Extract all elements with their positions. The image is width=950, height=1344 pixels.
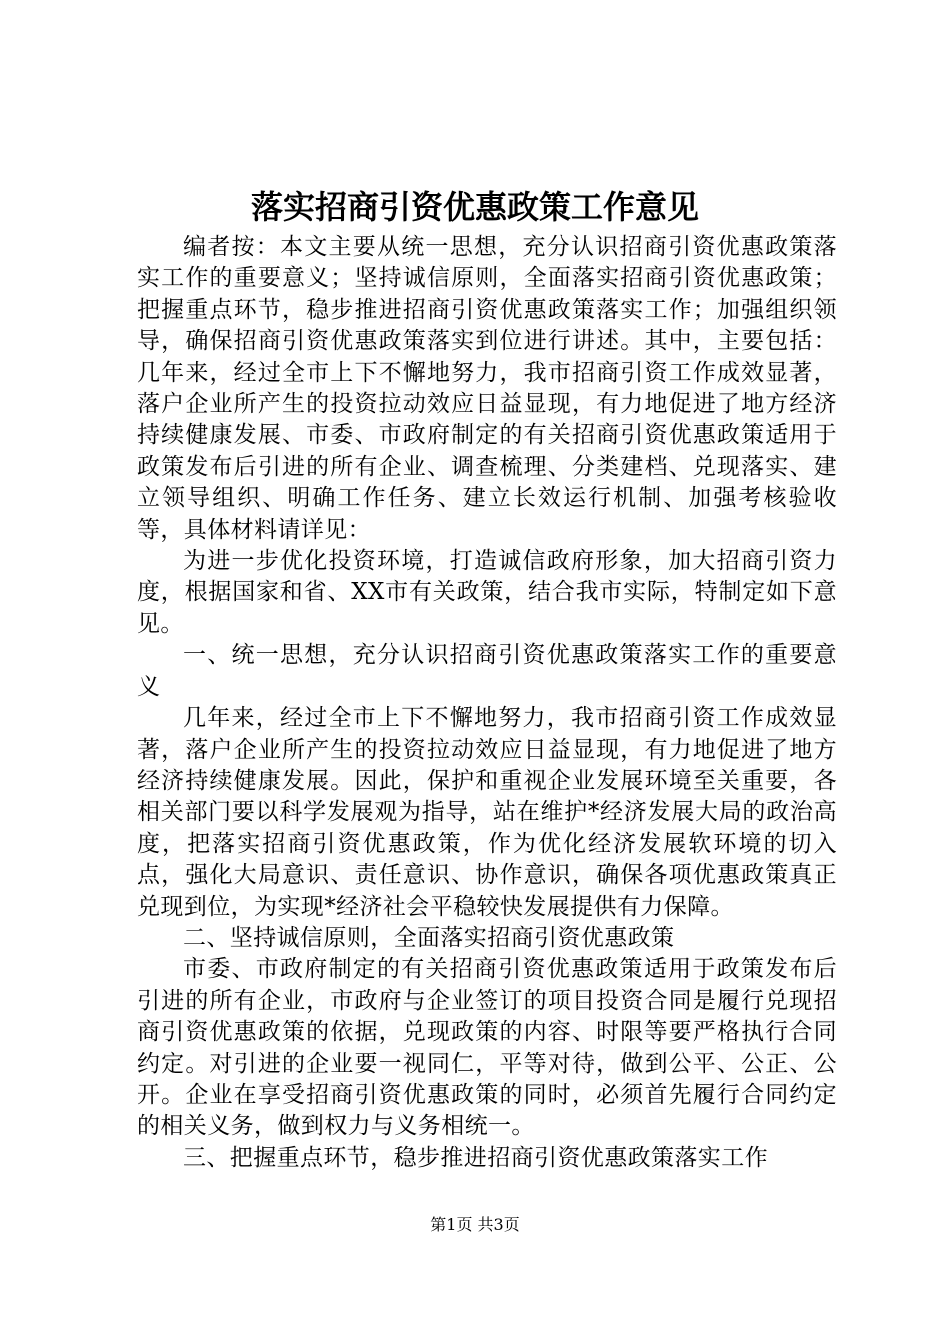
- intro-paragraph: 为进一步优化投资环境，打造诚信政府形象，加大招商引资力度，根据国家和省、XX市有关政策，结合我市实际，特制定如下意见。: [137, 548, 837, 637]
- document-title: 落实招商引资优惠政策工作意见: [250, 188, 699, 226]
- editor-note-paragraph: 编者按：本文主要从统一思想，充分认识招商引资优惠政策落实工作的重要意义；坚持诚信原则，全面落实招商引资优惠政策；把握重点环节，稳步推进招商引资优惠政策落实工作；加强组织领导，确保招商引资优惠政策落实到位进行讲述。其中，主要包括：几年来，经过全市上下不懈地努力，我市招商引资工作成效显著，落户企业所产生的投资拉动效应日益显现，有力地促进了地方经济持续健康发展、市委、市政府制定的有关招商引资优惠政策适用于政策发布后引进的所有企业、调查梳理、分类建档、兑现落实、建立领导组织、明确工作任务、建立长效运行机制、加强考核验收等，具体材料请详见：: [137, 234, 837, 543]
- section-1-paragraph: 几年来，经过全市上下不懈地努力，我市招商引资工作成效显著，落户企业所产生的投资拉动效应日益显现，有力地促进了地方经济持续健康发展。因此，保护和重视企业发展环境至关重要，各相关部门要以科学发展观为指导，站在维护*经济发展大局的政治高度，把落实招商引资优惠政策，作为优化经济发展软环境的切入点，强化大局意识、责任意识、协作意识，确保各项优惠政策真正兑现到位，为实现*经济社会平稳较快发展提供有力保障。: [137, 705, 837, 920]
- page-number-footer: 第1页 共3页: [430, 1215, 520, 1234]
- section-heading-3: 三、把握重点环节，稳步推进招商引资优惠政策落实工作: [183, 1144, 768, 1171]
- section-heading-2: 二、坚持诚信原则，全面落实招商引资优惠政策: [183, 924, 675, 951]
- section-2-paragraph: 市委、市政府制定的有关招商引资优惠政策适用于政策发布后引进的所有企业，市政府与企业签订的项目投资合同是履行兑现招商引资优惠政策的依据，兑现政策的内容、时限等要严格执行合同约定。对引进的企业要一视同仁，平等对待，做到公平、公正、公开。企业在享受招商引资优惠政策的同时，必须首先履行合同约定的相关义务，做到权力与义务相统一。: [137, 956, 837, 1140]
- document-body: [137, 232, 837, 1174]
- section-heading-1: 一、统一思想，充分认识招商引资优惠政策落实工作的重要意义: [137, 642, 837, 700]
